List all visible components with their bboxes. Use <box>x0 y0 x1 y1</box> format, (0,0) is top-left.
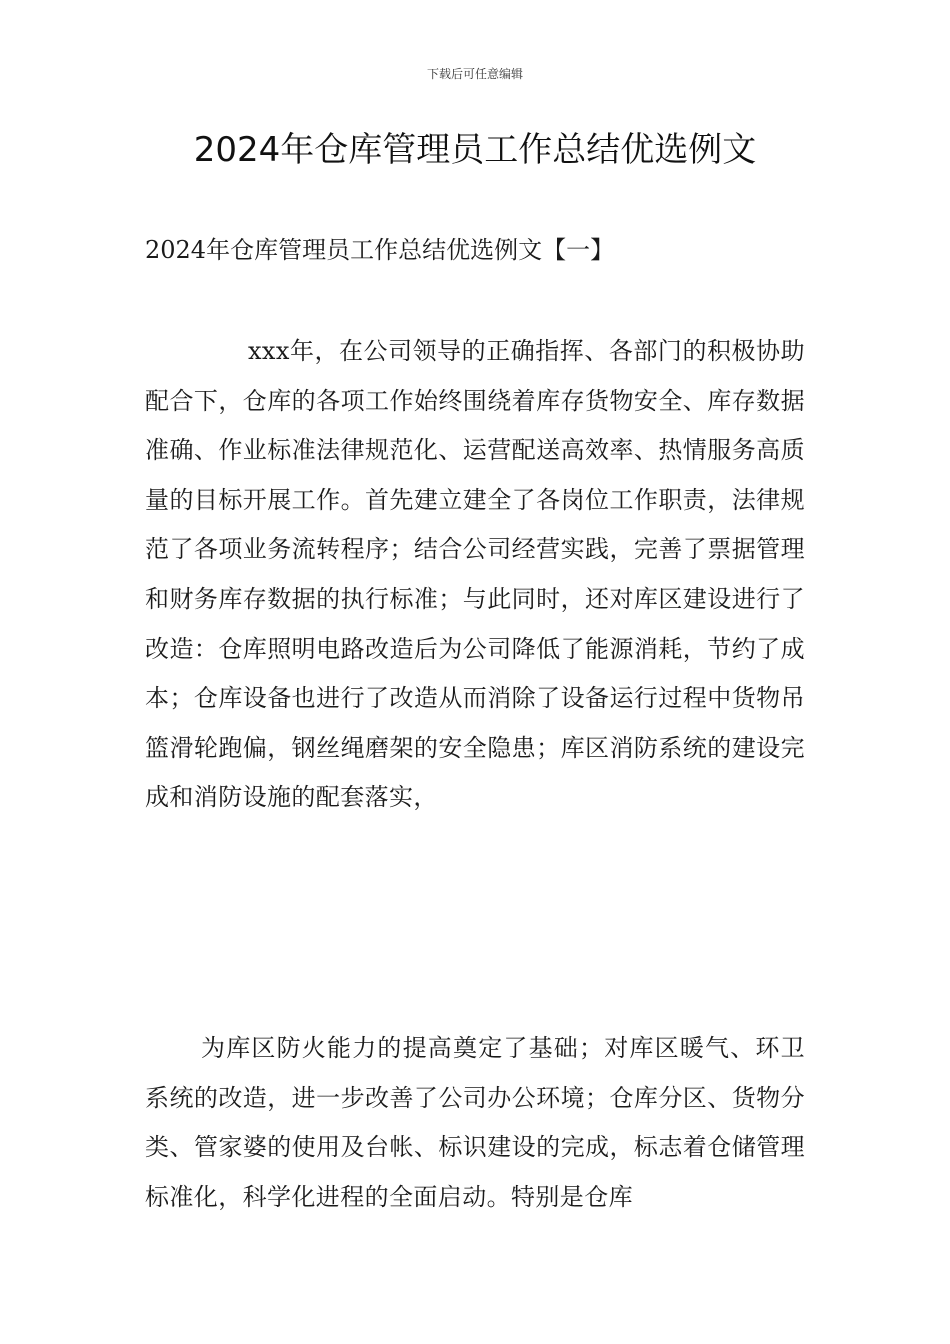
body-paragraph: xxx年，在公司领导的正确指挥、各部门的积极协助配合下，仓库的各项工作始终围绕着库存货物安全、库存数据准确、作业标准法律规范化、运营配送高效率、热情服务高质量的目标开展工作。首先建立建全了各岗位工作职责，法律规范了各项业务流转程序；结合公司经营实践，完善了票据管理和财务库存数据的执行标准；与此同时，还对库区建设进行了改造：仓库照明电路改造后为公司降低了能源消耗，节约了成本；仓库设备也进行了改造从而消除了设备运行过程中货物吊篮滑轮跑偏，钢丝绳磨架的安全隐患；库区消防系统的建设完成和消防设施的配套落实， <box>145 337 805 812</box>
header-note: 下载后可任意编辑 <box>426 67 523 81</box>
body-paragraph: 为库区防火能力的提高奠定了基础；对库区暖气、环卫系统的改造，进一步改善了公司办公环境；仓库分区、货物分类、管家婆的使用及台帐、标识建设的完成，标志着仓储管理标准化，科学化进程的全面启动。特别是仓库 <box>145 1034 805 1211</box>
document-title: 2024年仓库管理员工作总结优选例文 <box>193 130 757 170</box>
section-heading: 2024年仓库管理员工作总结优选例文【一】 <box>145 236 615 264</box>
